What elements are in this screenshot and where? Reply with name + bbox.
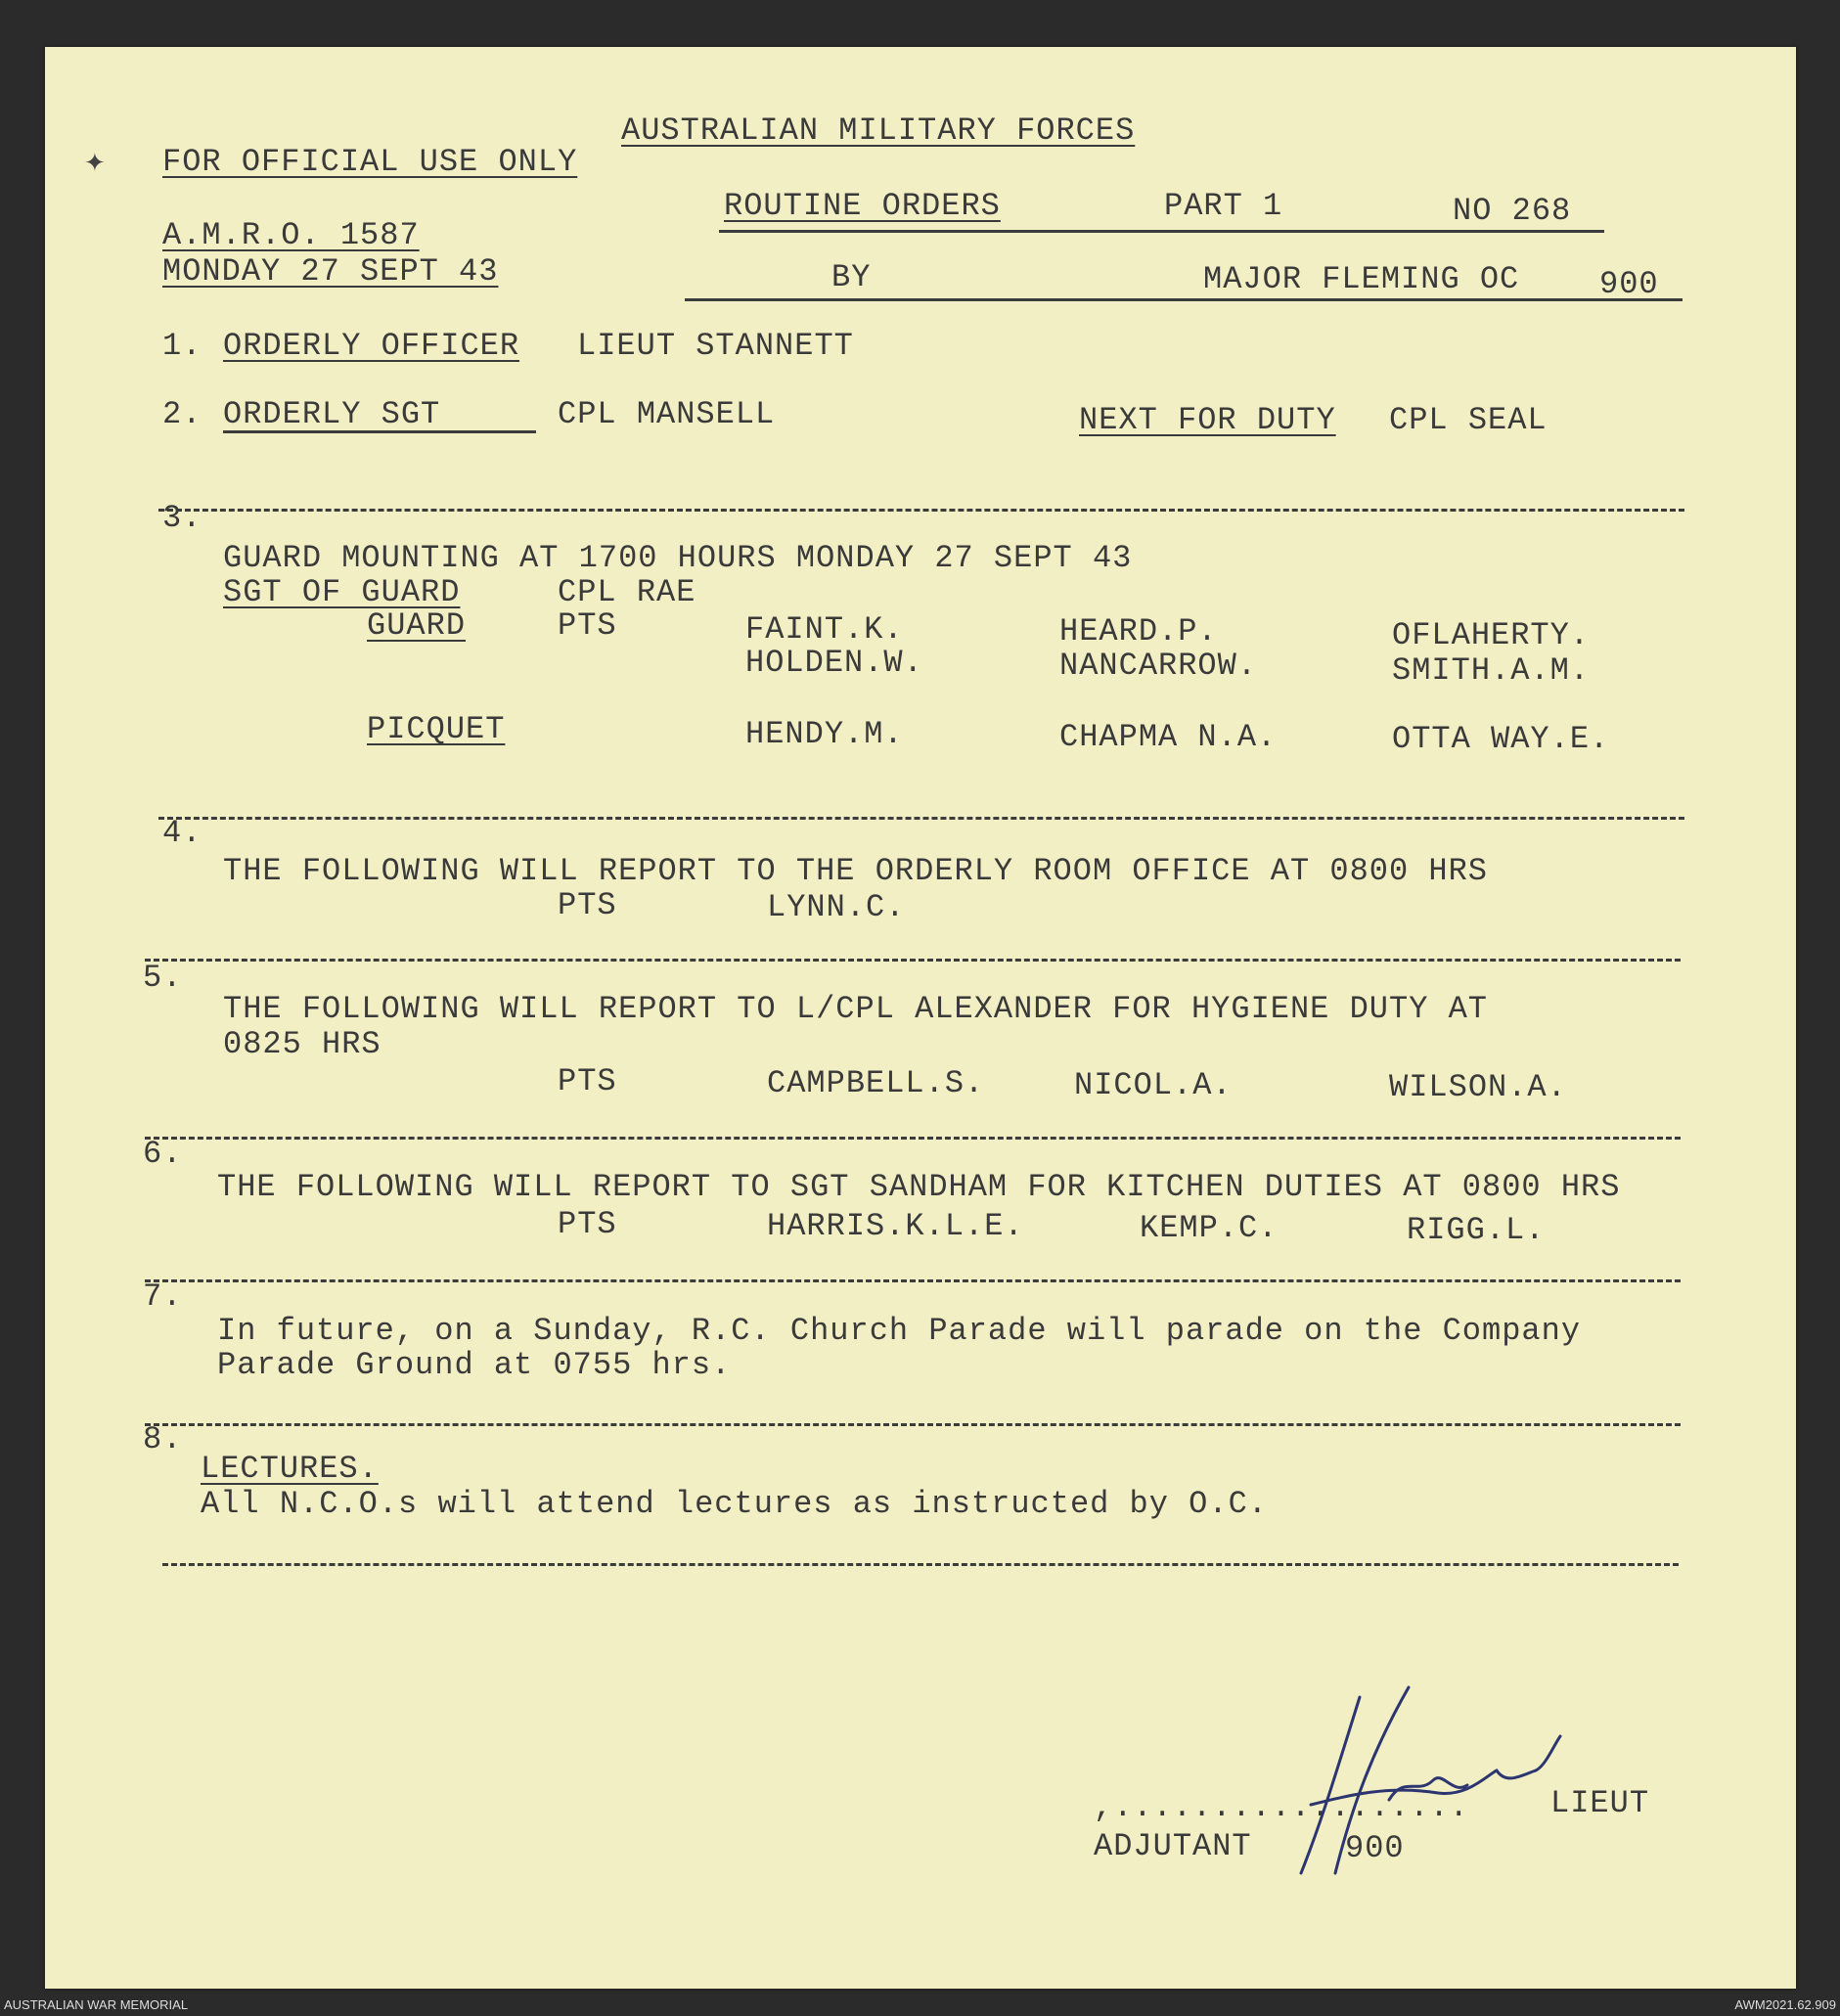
- sgt-of-guard-label: SGT OF GUARD: [223, 574, 461, 610]
- archive-credit: AUSTRALIAN WAR MEMORIAL: [4, 1997, 189, 2012]
- punch-mark-icon: ✦: [84, 149, 106, 178]
- item-3-number: 3.: [162, 500, 202, 536]
- guard-name: HEARD.P.: [1059, 613, 1218, 650]
- next-for-duty-value: CPL SEAL: [1389, 402, 1548, 438]
- report-name: NICOL.A.: [1074, 1067, 1233, 1103]
- item-7-line-1: In future, on a Sunday, R.C. Church Parade will parade on the Company: [217, 1313, 1582, 1349]
- issuer-unit: 900: [1599, 266, 1659, 302]
- signature-dots: ,..................: [1094, 1789, 1469, 1825]
- signatory-rank: LIEUT: [1550, 1785, 1650, 1821]
- item-4-rank: PTS: [558, 887, 617, 923]
- sgt-of-guard-value: CPL RAE: [558, 574, 696, 610]
- item-4-text: THE FOLLOWING WILL REPORT TO THE ORDERLY ROOM OFFICE AT 0800 HRS: [223, 853, 1488, 889]
- archive-reference: AWM2021.62.909: [1734, 1997, 1836, 2012]
- picquet-name: OTTA WAY.E.: [1392, 721, 1610, 757]
- by-label: BY: [831, 259, 872, 295]
- signatory-unit: 900: [1345, 1830, 1405, 1866]
- item-6-number: 6.: [143, 1136, 183, 1172]
- orderly-officer-label: ORDERLY OFFICER: [223, 328, 520, 364]
- guard-name: FAINT.K.: [745, 611, 904, 648]
- section-divider: [145, 1279, 1681, 1282]
- picquet-label: PICQUET: [367, 711, 506, 747]
- guard-name: HOLDEN.W.: [745, 645, 923, 681]
- routine-orders-label: ROUTINE ORDERS: [724, 188, 1001, 224]
- item-4-number: 4.: [162, 815, 202, 851]
- section-divider: [145, 1137, 1681, 1140]
- restriction-label: FOR OFFICIAL USE ONLY: [162, 144, 578, 180]
- section-divider: [145, 959, 1681, 962]
- guard-name: SMITH.A.M.: [1392, 652, 1591, 689]
- guard-mounting-heading: GUARD MOUNTING AT 1700 HOURS MONDAY 27 SEPT 43: [223, 540, 1133, 576]
- guard-name: OFLAHERTY.: [1392, 617, 1591, 653]
- part-label: PART 1: [1164, 188, 1283, 224]
- picquet-name: CHAPMA N.A.: [1059, 719, 1278, 755]
- handwritten-signature: [1242, 1678, 1575, 1883]
- report-name: RIGG.L.: [1407, 1212, 1546, 1248]
- report-name: LYNN.C.: [767, 889, 906, 925]
- report-name: WILSON.A.: [1389, 1069, 1567, 1105]
- picquet-name: HENDY.M.: [745, 716, 904, 752]
- document-title: AUSTRALIAN MILITARY FORCES: [621, 112, 1136, 149]
- issuer-name: MAJOR FLEMING OC: [1203, 261, 1520, 297]
- section-divider: [145, 1423, 1681, 1426]
- orderly-sgt-value: CPL MANSELL: [558, 396, 776, 432]
- report-name: CAMPBELL.S.: [767, 1065, 985, 1101]
- item-5-text: THE FOLLOWING WILL REPORT TO L/CPL ALEXANDER FOR HYGIENE DUTY AT: [223, 991, 1488, 1027]
- guard-name: NANCARROW.: [1059, 648, 1258, 684]
- guard-rank: PTS: [558, 607, 617, 644]
- orderly-sgt-label: ORDERLY SGT: [223, 396, 441, 432]
- header-rule: [719, 230, 1604, 233]
- lectures-heading: LECTURES.: [201, 1451, 379, 1487]
- amro-reference: A.M.R.O. 1587: [162, 217, 420, 253]
- order-number: NO 268: [1453, 193, 1572, 229]
- item-6-text: THE FOLLOWING WILL REPORT TO SGT SANDHAM FOR KITCHEN DUTIES AT 0800 HRS: [217, 1169, 1621, 1205]
- lectures-text: All N.C.O.s will attend lectures as instructed by O.C.: [201, 1486, 1268, 1522]
- section-divider: [158, 817, 1684, 820]
- orderly-sgt-underline: [223, 430, 536, 433]
- item-5-number: 5.: [143, 960, 183, 996]
- section-divider: [162, 1563, 1679, 1566]
- item-7-line-2: Parade Ground at 0755 hrs.: [217, 1347, 732, 1383]
- item-5-rank: PTS: [558, 1063, 617, 1099]
- item-6-rank: PTS: [558, 1206, 617, 1242]
- item-8-number: 8.: [143, 1421, 183, 1457]
- report-name: KEMP.C.: [1140, 1210, 1279, 1246]
- orderly-officer-value: LIEUT STANNETT: [577, 328, 854, 364]
- next-for-duty-label: NEXT FOR DUTY: [1079, 402, 1336, 438]
- report-name: HARRIS.K.L.E.: [767, 1208, 1024, 1244]
- signatory-title: ADJUTANT: [1094, 1828, 1252, 1864]
- section-divider: [158, 509, 1684, 512]
- item-2-number: 2.: [162, 396, 202, 432]
- item-7-number: 7.: [143, 1278, 183, 1315]
- header-rule-2: [685, 298, 1683, 301]
- item-5-text-2: 0825 HRS: [223, 1026, 381, 1062]
- guard-label: GUARD: [367, 607, 467, 644]
- order-date: MONDAY 27 SEPT 43: [162, 253, 499, 290]
- item-1-number: 1.: [162, 328, 202, 364]
